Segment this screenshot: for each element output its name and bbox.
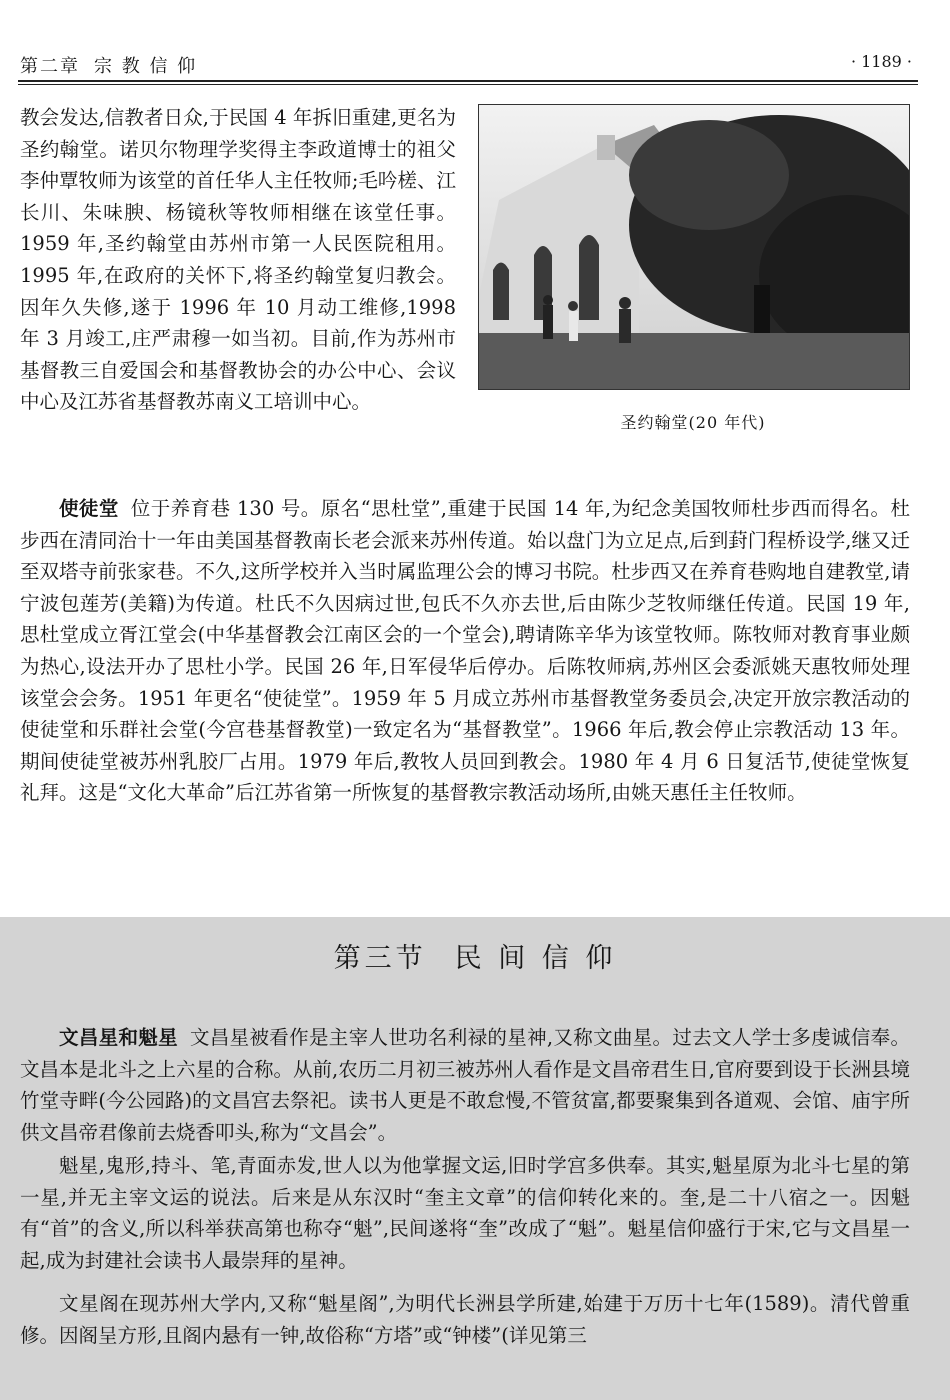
paragraph-kuixing: 魁星,鬼形,持斗、笔,青面赤发,世人以为他掌握文运,旧时学宫多供奉。其实,魁星原为北斗七星的第一星,并无主宰文运的说法。后来是从东汉时“奎主文章”的信仰转化来的。奎,是二十八宿之一。因魁有“首”的含义,所以科举获高第也称夺“魁”,民间遂将“奎”改成了“魁”。魁星信仰盛行于宋,它与文昌星一起,成为封建社会读书人最崇拜的星神。 xyxy=(20,1154,910,1272)
paragraph-apostles-church xyxy=(20,493,910,809)
chapter-title: 宗 教 信 仰 xyxy=(94,56,198,77)
paragraph-st-john-church: 教会发达,信教者日众,于民国 4 年拆旧重建,更名为圣约翰堂。诺贝尔物理学奖得主李政道博士的祖父李仲覃牧师为该堂的首任华人主任牧师;毛吟槎、江长川、朱味腴、杨镜秋等牧师相继在该堂任事。1959 年,圣约翰堂由苏州市第一人民医院租用。1995 年,在政府的关怀下,将圣约翰堂复归教会。因年久失修,遂于 1996 年 10 月动工维修,1998 年 3 月竣工,庄严肃穆一如当初。目前,作为苏州市基督教三自爱国会和基督教协会的办公中心、会议中心及江苏省基督教苏南义工培训中心。 xyxy=(20,106,456,414)
paragraph-wenxing-pavilion: 文星阁在现苏州大学内,又称“魁星阁”,为明代长洲县学所建,始建于万历十七年(1589)。清代曾重修。因阁呈方形,且阁内悬有一钟,故俗称“方塔”或“钟楼”(详见第三 xyxy=(20,1292,910,1347)
page-header xyxy=(18,46,918,84)
church-photo xyxy=(478,104,910,390)
term-heading: 使徒堂 xyxy=(59,497,119,520)
paragraph-wenchang-kuixing xyxy=(20,1022,910,1148)
header-rule xyxy=(18,80,918,82)
section-heading xyxy=(0,936,950,975)
church-photo-image xyxy=(479,105,909,389)
chapter-label: 第二章 xyxy=(20,56,80,77)
section-title: 民 间 信 仰 xyxy=(454,943,617,974)
header-rule-thin xyxy=(18,84,918,85)
running-head xyxy=(20,52,197,78)
section-number: 第三节 xyxy=(333,943,427,974)
term-heading: 文昌星和魁星 xyxy=(59,1026,178,1049)
paragraph-text: 位于养育巷 130 号。原名“思杜堂”,重建于民国 14 年,为纪念美国牧师杜步西而得名。杜步西在清同治十一年由美国基督教南长老会派来苏州传道。始以盘门为立足点,后到葑门程桥设学,继又迁至双塔寺前张家巷。不久,这所学校并入当时属监理公会的博习书院。杜步西又在养育巷购地自建教堂,请宁波包莲芳(美籍)为传道。杜氏不久因病过世,包氏不久亦去世,后由陈少芝牧师继任传道。民国 19 年,思杜堂成立胥江堂会(中华基督教会江南区会的一个堂会),聘请陈辛华为该堂牧师。陈牧师对教育事业颇为热心,设法开办了思杜小学。民国 26 年,日军侵华后停办。后陈牧师病,苏州区会委派姚天惠牧师处理该堂会会务。1951 年更名“使徒堂”。1959 年 5 月成立苏州市基督教堂务委员会,决定开放宗教活动的使徒堂和乐群社会堂(今宫巷基督教堂)一致定名为“基督教堂”。1966 年后,教会停止宗教活动 13 年。期间使徒堂被苏州乳胶厂占用。1979 年后,教牧人员回到教会。1980 年 4 月 6 日复活节,使徒堂恢复礼拜。这是“文化大革命”后江苏省第一所恢复的基督教宗教活动场所,由姚天惠任主任牧师。 xyxy=(20,497,910,805)
photo-caption: 圣约翰堂(20 年代) xyxy=(620,413,766,432)
page-number: · 1189 · xyxy=(850,52,912,71)
paragraph-text: 文昌星被看作是主宰人世功名利禄的星神,又称文曲星。过去文人学士多虔诚信奉。文昌本是北斗之上六星的合称。从前,农历二月初三被苏州人看作是文昌帝君生日,官府要到设于长洲县境竹堂寺畔(今公园路)的文昌宫去祭祀。读书人更是不敢怠慢,不管贫富,都要聚集到各道观、会馆、庙宇所供文昌帝君像前去烧香叩头,称为“文昌会”。 xyxy=(20,1026,910,1144)
